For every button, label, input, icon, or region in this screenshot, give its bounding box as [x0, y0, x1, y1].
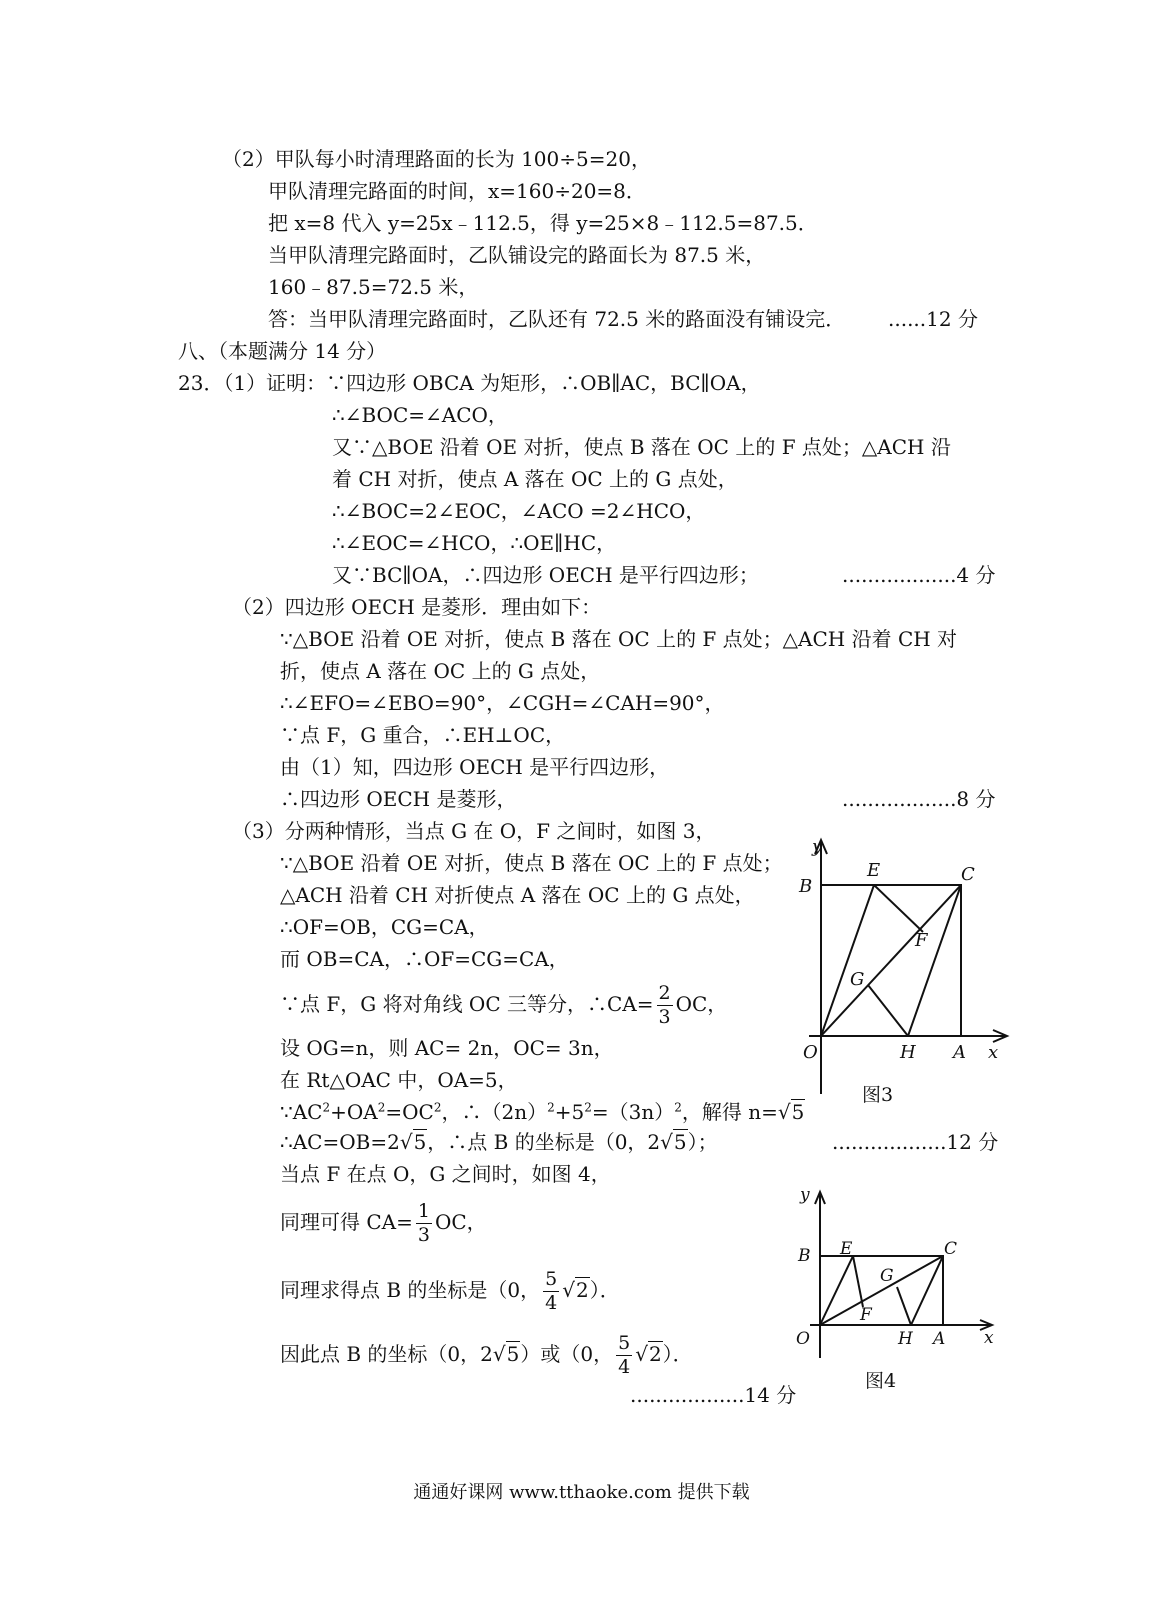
- text-line: 设 OG=n，则 AC= 2n，OC= 3n，: [280, 1036, 614, 1060]
- label-c: C: [944, 1239, 958, 1259]
- square-root: √5: [399, 1130, 427, 1154]
- label-o: O: [796, 1329, 810, 1349]
- label-a: A: [953, 1042, 966, 1063]
- text-line: 而 OB=CA，∴OF=CG=CA，: [280, 947, 569, 971]
- segment-gh: [868, 985, 908, 1036]
- text-line: 由（1）知，四边形 OECH 是平行四边形，: [280, 755, 670, 779]
- text-line: （3）分两种情形，当点 G 在 O，F 之间时，如图 3，: [232, 819, 716, 843]
- figure-4: [780, 1180, 1005, 1360]
- label-b: B: [799, 876, 813, 897]
- page-footer: 通通好课网 www.tthaoke.com 提供下载: [413, 1482, 750, 1503]
- label-b: B: [798, 1246, 811, 1266]
- text-line: ∵△BOE 沿着 OE 对折，使点 B 落在 OC 上的 F 点处；: [280, 851, 783, 875]
- fraction: $\frac{5}{4}$: [618, 1332, 631, 1378]
- segment-ch: [908, 885, 961, 1036]
- label-y: y: [800, 1185, 810, 1205]
- text-line: ∴四边形 OECH 是菱形，: [280, 787, 517, 811]
- text-line: 在 Rt△OAC 中，OA=5，: [280, 1068, 518, 1092]
- label-y: y: [812, 836, 823, 857]
- text-line: 又∵△BOE 沿着 OE 对折，使点 B 落在 OC 上的 F 点处；△ACH 沿: [332, 435, 951, 459]
- text-line-fraction: 同理求得点 B 的坐标是（0， $\frac{5}{4}$ √2）．: [280, 1268, 620, 1314]
- label-h: H: [898, 1329, 913, 1349]
- square-root: √5: [492, 1342, 520, 1366]
- label-c: C: [961, 864, 975, 885]
- text-line: ∵△BOE 沿着 OE 对折，使点 B 落在 OC 上的 F 点处；△ACH 沿着 CH 对: [280, 627, 958, 651]
- text-line-fraction: 同理可得 CA= $\frac{1}{3}$ OC，: [280, 1200, 487, 1246]
- text-line: 甲队清理完路面的时间，x=160÷20=8．: [268, 179, 646, 203]
- label-x: x: [988, 1042, 999, 1063]
- label-g: G: [880, 1266, 894, 1286]
- segment-ef: [874, 885, 923, 932]
- label-a: A: [933, 1329, 946, 1349]
- text-line-fraction: ∵点 F，G 将对角线 OC 三等分，∴CA= $\frac{2}{3}$ OC，: [280, 982, 728, 1028]
- score-marker: ......12 分: [888, 307, 978, 331]
- text-line: 把 x=8 代入 y=25x﹣112.5，得 y=25×8﹣112.5=87.5．: [268, 211, 818, 235]
- square-root: √2: [635, 1342, 662, 1366]
- figure-4-caption: 图4: [865, 1370, 897, 1392]
- label-h: H: [900, 1042, 916, 1063]
- text-line-equation: ∴AC=OB=2√5，∴点 B 的坐标是（0，2√5）；: [280, 1130, 718, 1154]
- text-line: 答：当甲队清理完路面时，乙队还有 72.5 米的路面没有铺设完．: [268, 307, 846, 331]
- score-marker: ..................4 分: [842, 563, 996, 587]
- label-o: O: [803, 1042, 818, 1063]
- score-marker: ..................14 分: [630, 1383, 797, 1407]
- label-x: x: [984, 1328, 994, 1348]
- text-line: ∴∠BOC=∠ACO，: [332, 403, 508, 427]
- square-root: √5: [660, 1130, 687, 1154]
- section-heading: 八、（本题满分 14 分）: [178, 339, 387, 363]
- score-marker: ..................8 分: [842, 787, 996, 811]
- text-line: 着 CH 对折，使点 A 落在 OC 上的 G 点处，: [332, 467, 738, 491]
- score-marker: ..................12 分: [832, 1130, 999, 1154]
- label-e: E: [867, 860, 881, 881]
- text-line: （2）四边形 OECH 是菱形．理由如下：: [232, 595, 602, 619]
- text-line-equation: $\because AC^2+OA^2=OC^2$，$\therefore(2n)^2+5^2=(3n)^2$，解得 n=√5: [280, 1100, 805, 1124]
- text-line: ∵点 F，G 重合，∴EH⊥OC，: [280, 723, 566, 747]
- segment-gh: [897, 1287, 911, 1325]
- label-f: F: [860, 1305, 872, 1325]
- text-line: 当点 F 在点 O，G 之间时，如图 4，: [280, 1162, 611, 1186]
- segment-ef: [853, 1256, 863, 1307]
- text-line: ∴∠EFO=∠EBO=90°，∠CGH=∠CAH=90°，: [280, 691, 725, 715]
- text-line: 又∵BC∥OA，∴四边形 OECH 是平行四边形；: [332, 563, 759, 587]
- figure-3-caption: 图3: [862, 1084, 894, 1106]
- square-root: √2: [562, 1278, 589, 1302]
- text-line: ∴OF=OB，CG=CA，: [280, 915, 489, 939]
- text-line: ∴∠BOC=2∠EOC，∠ACO =2∠HCO，: [332, 499, 706, 523]
- fraction: $\frac{5}{4}$: [545, 1268, 558, 1314]
- text-line: ∴∠EOC=∠HCO，∴OE∥HC，: [332, 531, 617, 555]
- label-f: F: [915, 930, 928, 951]
- square-root: √5: [777, 1100, 805, 1124]
- segment-oe: [821, 885, 874, 1036]
- text-line: 23．（1）证明：∵四边形 OBCA 为矩形，∴OB∥AC，BC∥OA，: [178, 371, 761, 395]
- text-line-fraction: 因此点 B 的坐标（0，2√5）或（0， $\frac{5}{4}$ √2）．: [280, 1332, 693, 1378]
- text-line: 160﹣87.5=72.5 米，: [268, 275, 479, 299]
- figure-3: [775, 832, 1015, 1102]
- text-line: △ACH 沿着 CH 对折使点 A 落在 OC 上的 G 点处，: [280, 883, 755, 907]
- text-line: 当甲队清理完路面时，乙队铺设完的路面长为 87.5 米，: [268, 243, 766, 267]
- fraction: $\frac{2}{3}$: [658, 982, 671, 1028]
- text-line: （2）甲队每小时清理路面的长为 100÷5=20，: [222, 147, 651, 171]
- segment-ch: [911, 1256, 943, 1325]
- label-g: G: [850, 969, 865, 990]
- text-line: 折，使点 A 落在 OC 上的 G 点处，: [280, 659, 601, 683]
- fraction: $\frac{1}{3}$: [417, 1200, 430, 1246]
- label-e: E: [840, 1239, 853, 1259]
